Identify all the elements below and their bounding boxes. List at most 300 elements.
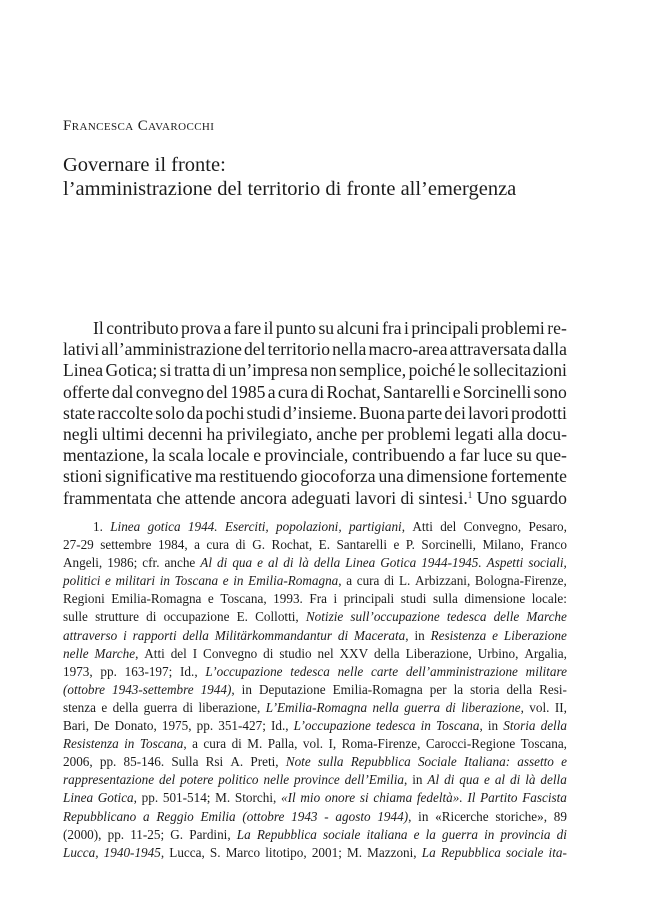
footnote-word: e [413,826,420,842]
body-word: nella [332,339,367,360]
footnote-line [63,717,567,735]
footnote-word: là [525,772,536,788]
footnote-word: carte [370,663,399,679]
body-word: attende [184,487,236,508]
body-word: principali [411,318,479,338]
footnote-word: 1975, [161,718,192,734]
body-word: significative [105,466,192,487]
body-word: fortemente [490,466,567,487]
footnote-word: delle [493,609,520,625]
footnote-word: Angeli, [63,555,103,571]
footnote-word: 11-25; [130,826,165,842]
body-word: convegno [135,381,205,402]
footnote-word: dell’amministrazione [405,663,518,679]
footnote-word: partigiani, [348,519,406,534]
footnote-word: «Ricerche [435,808,489,824]
footnote-word: popolazioni, [276,519,342,534]
footnote-word: Sorcinelli, [421,537,476,553]
body-line [63,445,567,466]
footnote-word: tedesca [375,718,416,734]
body-word: Il [93,318,104,338]
footnote-word: provincia [500,826,551,842]
footnote-word: M. [247,736,263,752]
footnote-word: L’occupazione [293,718,371,734]
footnote-word: Atti [144,645,165,661]
footnote-word: strutture [95,609,140,625]
footnote-word: della [313,555,341,571]
footnote-word: di [146,609,157,625]
body-word: ma [194,466,217,487]
footnote-word: 85-146. [123,754,165,770]
footnote-word: a [346,573,353,589]
footnote-word: Notizie [305,609,344,625]
footnote-word: G. [252,537,266,553]
footnote-word: Regioni [63,591,105,607]
footnote-word: i [333,591,338,607]
footnote-word: 351-427; [218,718,266,734]
footnote-word: M. [347,844,363,860]
footnote-word: 1944. [187,519,218,534]
body-word: lavori [467,402,510,423]
body-word: fare [233,318,262,338]
footnote-word: del [159,772,176,788]
footnote-word: pp. [107,826,125,842]
body-word: poiché [408,360,456,381]
footnote-word: 1940-1945, [103,844,165,860]
body-word: da [186,402,204,423]
footnote-word: occupazione [163,609,230,625]
body-word: sguardo [511,487,567,508]
footnote-word: politici [63,573,101,589]
footnote-word: rappresentazione [63,772,155,788]
body-word: contribuendo [351,445,445,466]
footnote-word: Macerata, [353,627,409,643]
body-word: punto [275,318,316,338]
body-word: dalla [532,339,567,360]
footnote-word: pp. [100,663,117,679]
footnote-line [63,572,567,590]
body-word: lativi [63,339,100,360]
body-word: contributo [106,318,179,338]
footnote-word: e [101,699,108,715]
body-word: frammentata [63,487,152,508]
footnote-line [63,663,567,681]
footnote-word: Bari, [63,718,90,734]
footnote-word: per [429,681,447,697]
footnote-word: Pesaro, [528,519,567,534]
footnote-word: 1944), [200,681,235,697]
footnote-word: Marche, [94,645,139,661]
footnote-word: Convegno [203,645,258,661]
body-word: prodotti [511,402,567,423]
footnote-word: Linea [110,519,141,534]
footnote-word: in [124,736,135,752]
footnote-word: Lucca, [169,844,205,860]
footnote-word: onore [324,790,356,806]
footnote-word: Sulla [171,754,199,770]
footnote-word: - [324,808,329,824]
body-word: ha [206,423,224,444]
footnote-word: De [94,718,110,734]
body-word: stioni [63,466,103,487]
footnote-word: 1944-1945. [421,555,482,571]
footnote-word: «Il [281,790,296,806]
footnote-word: a [194,537,200,553]
body-word: d’insieme. [283,402,357,423]
body-word: macro-area [368,339,448,360]
footnote-word: di [384,573,395,589]
body-word: Uno [476,487,507,508]
footnote-word: di [445,699,456,715]
footnote-word: sociale [323,826,361,842]
footnote-word: Pardini, [189,826,231,842]
footnote-word: Lucca, [63,844,99,860]
footnote-word: 2006, [63,754,93,770]
footnote-word: si [359,790,369,806]
footnote-word: L’Emilia-Romagna [265,699,368,715]
footnote-word: sull’occupazione [350,609,440,625]
body-word: adeguati [291,487,351,508]
body-word: Gotica; [105,360,158,381]
body-line [63,318,567,339]
footnote-word: guerra [143,699,178,715]
footnote-word: a [143,808,150,824]
footnote-word: Eserciti, [224,519,269,534]
body-word: problemi [387,423,451,444]
body-line [63,360,567,381]
footnote-word: L’occupazione [205,663,283,679]
body-word: mentazione, [63,445,149,466]
footnote-word: Repubblicano [63,808,137,824]
body-word: Rochat, [326,381,381,402]
footnote-word: qua [459,772,480,788]
footnote-word: Marche [526,609,567,625]
body-word: giocoforza [300,466,376,487]
body-word: problemi [481,318,545,338]
footnote-word: in [412,772,423,788]
body-word: docu- [526,423,567,444]
footnote-word: di [444,772,455,788]
body-word: Buona [358,402,405,423]
footnote-word: di [231,736,242,752]
footnote-word: M. [215,790,231,806]
footnote-word: Storia [503,718,536,734]
body-word: restituendo [219,466,298,487]
footnote-word: e [561,754,567,770]
footnote-word: E. [236,609,248,625]
body-line [63,424,567,445]
body-word: le [457,360,471,381]
footnote-word: Reggio [156,808,194,824]
footnote-word: 1984, [157,537,188,553]
footnote-word: pp. [141,790,159,806]
body-word: di [310,381,325,402]
body-word: offerte [63,381,110,402]
footnote-word: G. [170,826,184,842]
footnote-word: di [263,645,274,661]
footnote-word: 89 [553,808,567,824]
footnote-word: della [540,772,567,788]
footnote-word: La [421,844,436,860]
footnote-word: 1944), [377,808,412,824]
footnote-word: Carocci-Regione [425,736,516,752]
body-word: alcuni [336,318,380,338]
footnote-word: Repubblica [440,844,501,860]
body-word: Sorcinelli [462,381,532,402]
footnote-word: sociale [506,844,544,860]
footnote-word: Linea [345,555,376,571]
footnote-word: e [105,573,111,589]
footnote-word: ita- [548,844,567,860]
body-word: legati [454,423,494,444]
footnote-word: Il [467,790,476,806]
body-word: non [310,360,337,381]
footnote-word: sulla [317,754,344,770]
body-word: e [452,381,461,402]
footnote-word: Liberazione [503,627,567,643]
footnote-word: liberazione, [198,699,261,715]
footnote-word: Aspetti [486,555,524,571]
footnote-word: Convegno, [463,519,522,534]
footnote-word: E. [318,537,331,553]
footnote-word: in [159,573,170,589]
footnote-word: Toscana, [139,736,187,752]
footnote-word: Atti [412,519,433,534]
footnote-word: assetto [517,754,554,770]
footnote-word: di [235,537,246,553]
footnote-word: settembre [100,537,152,553]
footnote-word: Bologna-Firenze, [474,573,567,589]
footnote-word: cura [356,573,380,589]
body-word: all’amministrazione [101,339,242,360]
footnote-line [63,518,567,536]
body-word: decenni [147,423,203,444]
footnote-line [63,681,567,699]
body-word: solo [155,402,185,423]
footnote-word: dimensione [464,591,526,607]
body-word: dal [111,381,134,402]
footnote-line [63,699,567,717]
body-line [63,339,567,360]
body-word: su [516,445,532,466]
footnote-word: guerra [442,826,478,842]
footnote-word: là [298,555,309,571]
footnote-word: di [337,627,349,643]
footnote-word: Toscana, [520,736,567,752]
body-word: luce [483,445,513,466]
footnote-word: Arbizzani, [414,573,471,589]
footnote-word: in [487,718,499,734]
footnote-word: (ottobre [242,808,285,824]
footnote-word: qua [232,555,253,571]
footnote-word: Franco [530,537,567,553]
footnote-word: storiche», [495,808,548,824]
footnote-1 [63,518,567,862]
footnote-word: Al [427,772,440,788]
footnote-word: tedesca [446,609,487,625]
footnote-word: cfr. [142,555,160,571]
footnote-word: pp. [196,718,214,734]
footnote-word: L. [398,573,411,589]
body-word: e [253,445,261,466]
footnote-word: province [294,772,340,788]
footnote-word: studi [400,591,427,607]
body-word: lavori [355,487,397,508]
body-word: 1985 [230,381,266,402]
body-word: attraversata [449,339,531,360]
footnote-word: agosto [335,808,371,824]
footnote-word: e [222,573,229,589]
footnote-line [63,771,567,789]
footnote-word: Rsi [205,754,224,770]
footnote-word: Mazzoni, [367,844,417,860]
body-paragraph [63,318,567,509]
body-word: i [404,318,409,338]
footnote-line [63,826,567,844]
body-word: ultimi [102,423,145,444]
footnote-line [63,735,567,753]
footnote-word: XXV [339,645,369,661]
footnote-word: Roma-Firenze, [341,736,421,752]
footnote-word: della [506,681,533,697]
body-line [63,488,567,509]
footnote-word: della [374,645,400,661]
body-word: di [212,360,227,381]
body-word: una [378,466,404,487]
footnote-word: Gotica, [97,790,137,806]
footnote-word: liberazione, [461,699,524,715]
footnote-line [63,590,567,608]
footnote-word: e [393,537,400,553]
body-word: la [152,445,165,466]
chapter-title-line-1: Governare il fronte: [63,154,226,176]
body-line [63,382,567,403]
footnote-word: nel [317,645,334,661]
body-word: territorio [267,339,331,360]
footnote-word: rapporti [132,627,177,643]
footnote-word: di [182,699,194,715]
footnote-word: in [418,808,429,824]
body-word: a [223,318,232,338]
footnote-word: Deputazione [258,681,326,697]
footnote-word: politico [218,772,259,788]
footnote-word: Gotica [380,555,417,571]
chapter-title [63,153,516,201]
footnote-word: pp. [99,754,117,770]
body-word: su [318,318,335,338]
footnote-word: chiama [373,790,413,806]
body-word: scala [168,445,204,466]
footnote-word: Liberazione, [405,645,472,661]
footnote-word: Emilia-Romagna, [248,573,342,589]
footnote-reference[interactable]: 1 [467,489,473,500]
body-line [63,403,567,424]
footnote-word: in [420,718,431,734]
body-word: dimensione [406,466,488,487]
body-word: semplice, [339,360,407,381]
body-word: prova [181,318,222,338]
footnote-word: Militärkommandantur [214,627,332,643]
footnote-word: Resi- [539,681,567,697]
footnote-word: sociali, [528,555,567,571]
footnote-word: della [182,627,209,643]
footnote-word: gotica [147,519,181,534]
footnote-word: locale: [531,591,567,607]
footnote-word: stenza [63,699,96,715]
footnote-word: Emilia [200,808,236,824]
footnote-word: 501-514; [162,790,211,806]
footnote-word: e [484,772,490,788]
footnote-word: Santarelli [336,537,388,553]
footnote-word: I, [328,736,337,752]
body-word: pochi [205,402,245,423]
body-word: fra [382,318,402,338]
body-word: del [244,339,266,360]
footnote-word: in [241,681,252,697]
body-word: anche [316,423,358,444]
footnote-word: Toscana [174,573,219,589]
footnote-word: di [217,555,228,571]
footnote-line [63,536,567,554]
footnote-word: di [556,826,567,842]
body-word: far [460,445,480,466]
footnote-word: nella [372,699,399,715]
footnote-word: tedesca [290,663,330,679]
footnote-line [63,789,567,807]
body-word: per [361,423,384,444]
footnote-word: Preti, [250,754,279,770]
footnote-word: al [494,772,506,788]
footnote-word: principali [343,591,395,607]
footnote-word: Urbino, [477,645,519,661]
body-word: a [267,381,276,402]
footnote-word: Rochat, [271,537,313,553]
body-word: studi [246,402,281,423]
footnote-word: Al [200,555,213,571]
footnote-word: Fascista [522,790,567,806]
footnote-line [63,608,567,626]
footnote-word: La [236,826,251,842]
body-word: re- [547,318,567,338]
body-word: que- [535,445,567,466]
footnote-word: Sociale [417,754,457,770]
footnote-word: Resistenza [430,627,487,643]
footnote-word: cura [203,736,227,752]
footnote-word: in [484,826,495,842]
footnote-word: la [425,826,436,842]
footnote-word: 1986; [107,555,138,571]
footnote-word: di [510,772,521,788]
footnote-word: Linea [63,790,94,806]
body-word: un’impresa [228,360,308,381]
footnote-word: i [123,627,127,643]
footnote-word: militari [115,573,156,589]
footnote-word: vol. [529,699,550,715]
footnote-word: S. [209,844,221,860]
body-word: dei [444,402,466,423]
body-word: di [400,487,415,508]
footnote-word: sulla [432,591,458,607]
body-word: locale [207,445,250,466]
body-word: alla [497,423,524,444]
footnote-word: Marco [225,844,261,860]
footnote-word: in [414,627,425,643]
footnote-word: I [192,645,198,661]
footnote-word: 1943 [291,808,318,824]
body-word: sintesi.$^1$ [418,487,473,508]
footnote-word: Storchi, [234,790,277,806]
footnote-word: Repubblica [256,826,317,842]
